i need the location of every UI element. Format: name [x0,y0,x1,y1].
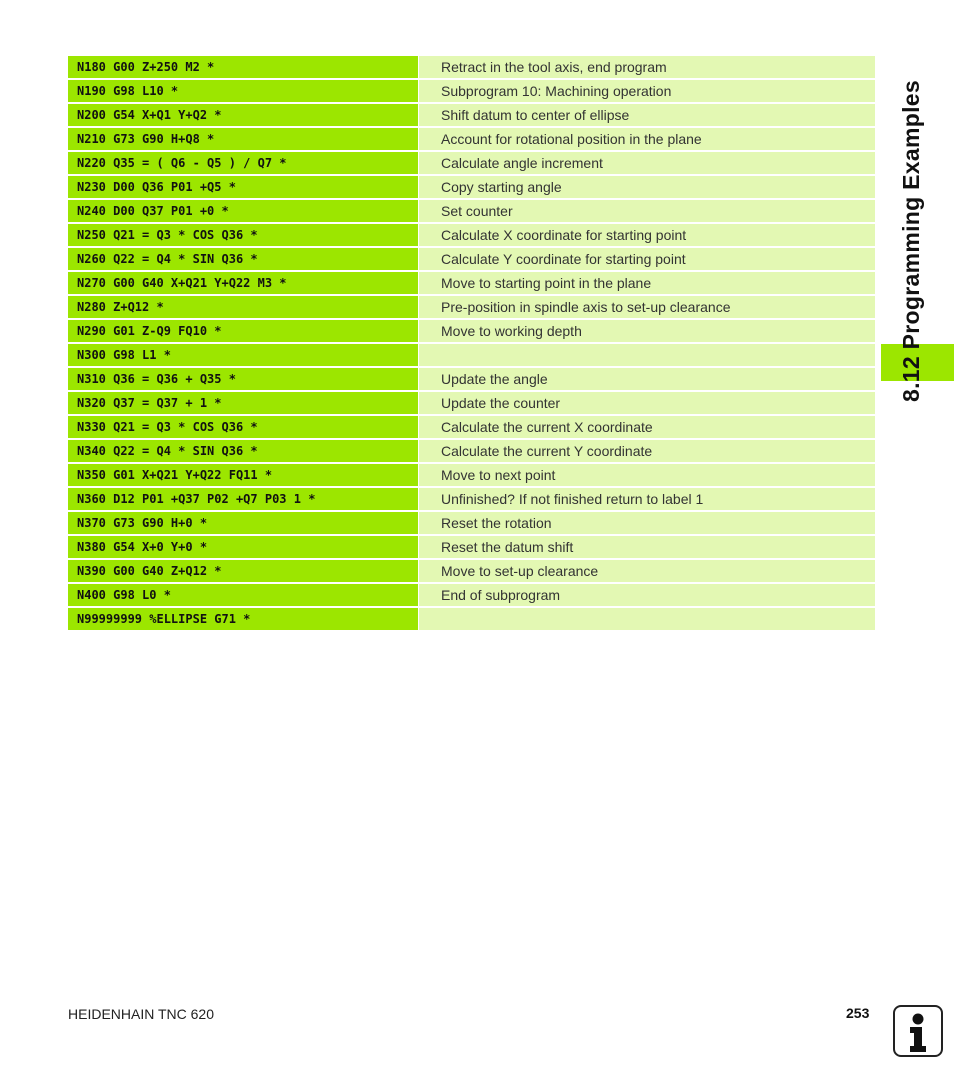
nc-code: N300 G98 L1 * [68,344,418,366]
nc-code: N270 G00 G40 X+Q21 Y+Q22 M3 * [68,272,418,294]
program-row [68,416,875,438]
program-row [68,272,875,294]
program-row [68,296,875,318]
code-description: Retract in the tool axis, end program [418,56,875,78]
program-row [68,104,875,126]
nc-code: N330 Q21 = Q3 * COS Q36 * [68,416,418,438]
nc-code: N200 G54 X+Q1 Y+Q2 * [68,104,418,126]
program-row [68,224,875,246]
nc-code: N370 G73 G90 H+0 * [68,512,418,534]
program-row [68,440,875,462]
code-description: Account for rotational position in the plane [418,128,875,150]
program-row [68,344,875,366]
info-icon [893,1005,943,1057]
code-description: Move to starting point in the plane [418,272,875,294]
nc-code: N390 G00 G40 Z+Q12 * [68,560,418,582]
nc-code: N220 Q35 = ( Q6 - Q5 ) / Q7 * [68,152,418,174]
program-row [68,584,875,606]
program-row [68,200,875,222]
nc-code: N99999999 %ELLIPSE G71 * [68,608,418,630]
program-row [68,536,875,558]
program-rows [68,56,875,630]
program-row [68,56,875,78]
program-table [68,54,875,632]
code-description [418,344,875,366]
code-description: Subprogram 10: Machining operation [418,80,875,102]
code-description: Pre-position in spindle axis to set-up clearance [418,296,875,318]
code-description: Update the counter [418,392,875,414]
program-row [68,320,875,342]
nc-code: N210 G73 G90 H+Q8 * [68,128,418,150]
program-row [68,488,875,510]
program-row [68,392,875,414]
program-row [68,176,875,198]
code-description: Copy starting angle [418,176,875,198]
code-description: Move to next point [418,464,875,486]
code-description: Calculate Y coordinate for starting point [418,248,875,270]
nc-code: N240 D00 Q37 P01 +0 * [68,200,418,222]
nc-code: N180 G00 Z+250 M2 * [68,56,418,78]
nc-code: N230 D00 Q36 P01 +Q5 * [68,176,418,198]
manual-name: HEIDENHAIN TNC 620 [68,1006,215,1022]
nc-code: N190 G98 L10 * [68,80,418,102]
code-description: Calculate angle increment [418,152,875,174]
code-description: Move to set-up clearance [418,560,875,582]
program-row [68,80,875,102]
nc-code: N400 G98 L0 * [68,584,418,606]
program-row [68,248,875,270]
nc-code: N360 D12 P01 +Q37 P02 +Q7 P03 1 * [68,488,418,510]
code-description: Calculate the current Y coordinate [418,440,875,462]
info-glyph [895,1007,941,1055]
program-row [68,368,875,390]
page-number: 253 [846,1005,870,1021]
nc-code: N260 Q22 = Q4 * SIN Q36 * [68,248,418,270]
code-description: Update the angle [418,368,875,390]
code-description: End of subprogram [418,584,875,606]
code-description: Move to working depth [418,320,875,342]
nc-code: N290 G01 Z-Q9 FQ10 * [68,320,418,342]
nc-code: N310 Q36 = Q36 + Q35 * [68,368,418,390]
code-description: Unfinished? If not finished return to label 1 [418,488,875,510]
program-row [68,560,875,582]
code-description: Calculate X coordinate for starting point [418,224,875,246]
program-row [68,464,875,486]
code-description: Reset the datum shift [418,536,875,558]
section-title: 8.12 Programming Examples [898,80,924,402]
code-description: Calculate the current X coordinate [418,416,875,438]
program-row [68,512,875,534]
nc-code: N350 G01 X+Q21 Y+Q22 FQ11 * [68,464,418,486]
program-row [68,608,875,630]
nc-code: N320 Q37 = Q37 + 1 * [68,392,418,414]
nc-code: N280 Z+Q12 * [68,296,418,318]
code-description [418,608,875,630]
code-description: Set counter [418,200,875,222]
nc-code: N250 Q21 = Q3 * COS Q36 * [68,224,418,246]
program-row [68,128,875,150]
code-description: Shift datum to center of ellipse [418,104,875,126]
nc-code: N340 Q22 = Q4 * SIN Q36 * [68,440,418,462]
program-row [68,152,875,174]
code-description: Reset the rotation [418,512,875,534]
nc-code: N380 G54 X+0 Y+0 * [68,536,418,558]
